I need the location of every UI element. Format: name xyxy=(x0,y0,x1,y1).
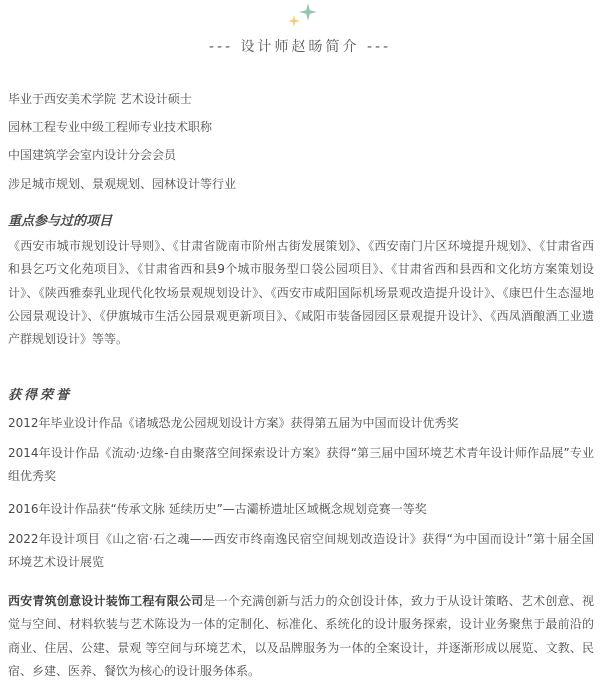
award-item-2012: 2012年毕业设计作品《诸城恐龙公园规划设计方案》获得第五届为中国而设计优秀奖 xyxy=(8,416,459,430)
award-item-2022: 2022年设计项目《山之宿·石之魂——西安市终南逸民宿空间规划改造设计》获得“为中国而设计”第十届全国环境艺术设计展览 xyxy=(8,532,594,570)
large-green-star-icon xyxy=(299,3,317,21)
sparkle-stars-icon xyxy=(284,3,324,33)
page-title: --- 设计师赵旸简介 --- xyxy=(208,39,392,55)
company-text: 是一个充满创新与活力的众创设计体，致力于从设计策略、艺术创意、视觉与空间、材料软装与艺术陈设为一体的定制化、标准化、系统化的设计服务探索，设计业务聚焦于最前沿的商业、住居、公建、景观 等空间与环境艺术，以及品牌服务为一体的全案设计，并逐渐形成以展览、文教、民宿、乡建、医养、餐饮为核心的设计服务体系。 xyxy=(8,594,594,678)
bio-line-fields: 涉足城市规划、景观规划、园林设计等行业 xyxy=(8,177,237,191)
award-item-2016: 2016年设计作品获“传承文脉 延续历史”—古灞桥遗址区域概念规划竞赛一等奖 xyxy=(8,502,427,516)
bio-line-education: 毕业于西安美术学院 艺术设计硕士 xyxy=(8,92,192,106)
projects-list: 《西安市城市规划设计导则》、《甘肃省陇南市阶州古街发展策划》、《西安南门片区环境提升规划》、《甘肃省西和县乞巧文化苑项目》、《甘肃省西和县9个城市服务型口袋公园项目》、《甘肃省西和县西和文化坊方案策划设计》、《陕西雅泰乳业现代化牧场景观规划设计》、《西安市咸阳国际机场景观改造提升设计》、《康巴什生态湿地公园景观设计》、《伊旗城市生活公园景观更新项目》、《咸阳市装备园园区景观提升设计》、《西凤酒酿酒工业遗产群规划设计》等等。 xyxy=(8,239,594,347)
bio-line-membership: 中国建筑学会室内设计分会会员 xyxy=(8,148,177,162)
projects-heading: 重点参与过的项目 xyxy=(8,214,113,229)
company-name: 西安青筑创意设计装饰工程有限公司 xyxy=(8,594,204,608)
award-item-2014: 2014年设计作品《流动·边缘-自由聚落空间探索设计方案》获得“第三届中国环境艺术青年设计师作品展”专业组优秀奖 xyxy=(8,446,594,484)
awards-heading: 获得荣誉 xyxy=(8,388,73,403)
bio-line-title: 园林工程专业中级工程师专业技术职称 xyxy=(8,120,213,134)
company-description xyxy=(8,590,594,683)
small-yellow-star-icon xyxy=(288,15,300,27)
